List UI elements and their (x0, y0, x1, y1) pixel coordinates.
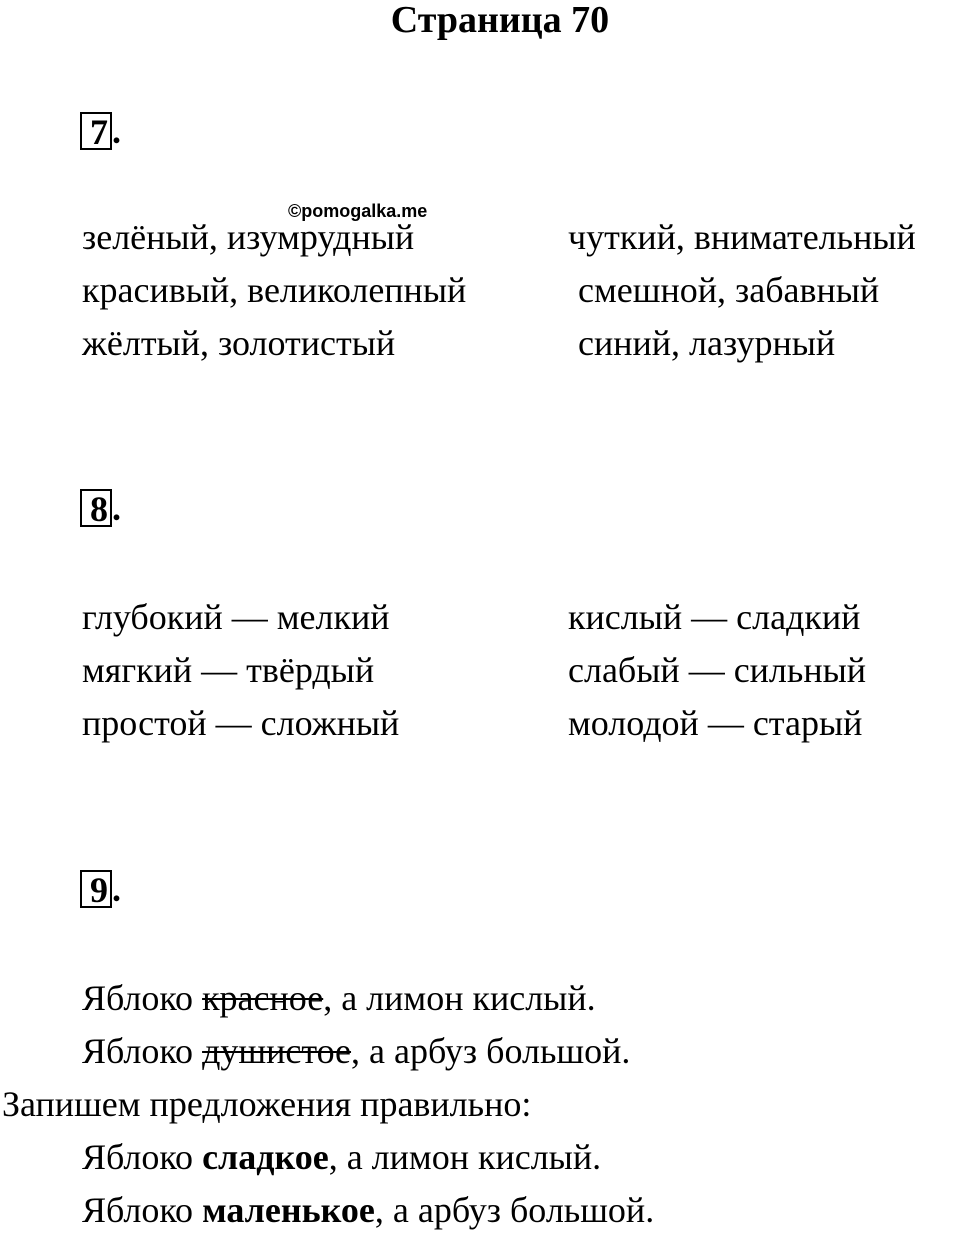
task-8-right-line-2: слабый — сильный (568, 650, 867, 690)
corrected-2-start: Яблоко (82, 1190, 203, 1230)
task-8-number-box: 8 (80, 489, 112, 527)
task-8-right-line-1: кислый — сладкий (568, 597, 861, 637)
corrected-2-bold-word: маленькое (202, 1190, 375, 1230)
task-8-right-line-3: молодой — старый (568, 703, 863, 743)
sentence-2-end: , а арбуз большой. (351, 1031, 631, 1071)
task-8-left-line-3: простой — сложный (82, 703, 400, 743)
task-9-number-dot: . (112, 869, 121, 909)
task-7-number-dot: . (112, 111, 121, 151)
task-9-sentence-1 (82, 976, 596, 1020)
task-8-left-line-2: мягкий — твёрдый (82, 650, 375, 690)
task-8-number-dot: . (112, 488, 121, 528)
task-9-corrected-1 (82, 1135, 601, 1179)
task-7-number (80, 112, 121, 150)
task-9-instruction: Запишем предложения правильно: (2, 1084, 532, 1124)
task-7-right-line-2: смешной, забавный (578, 270, 880, 310)
task-7-right-line-3: синий, лазурный (578, 323, 836, 363)
corrected-1-bold-word: сладкое (202, 1137, 329, 1177)
task-7-left-line-2: красивый, великолепный (82, 270, 467, 310)
sentence-1-start: Яблоко (82, 978, 203, 1018)
task-7-left-line-3: жёлтый, золотистый (82, 323, 396, 363)
task-7-right-line-1: чуткий, внимательный (568, 217, 916, 257)
watermark: ©pomogalka.me (288, 201, 428, 221)
task-9-number-box: 9 (80, 870, 112, 908)
task-7-number-box: 7 (80, 112, 112, 150)
task-8-left-line-1: глубокий — мелкий (82, 597, 390, 637)
sentence-1-end: , а лимон кислый. (323, 978, 596, 1018)
page-title: Страница 70 (390, 0, 610, 41)
sentence-2-start: Яблоко (82, 1031, 203, 1071)
corrected-2-end: , а арбуз большой. (374, 1190, 655, 1230)
task-8-number (80, 489, 121, 527)
corrected-1-start: Яблоко (82, 1137, 203, 1177)
task-9-number (80, 870, 121, 908)
corrected-1-end: , а лимон кислый. (328, 1137, 602, 1177)
task-9-sentence-2 (82, 1029, 630, 1073)
task-9-corrected-2 (82, 1188, 654, 1232)
sentence-1-crossed-word: красное (202, 978, 324, 1018)
sentence-2-crossed-word: душистое (202, 1031, 352, 1071)
task-7-left-line-1: зелёный, изумрудный (82, 217, 415, 257)
